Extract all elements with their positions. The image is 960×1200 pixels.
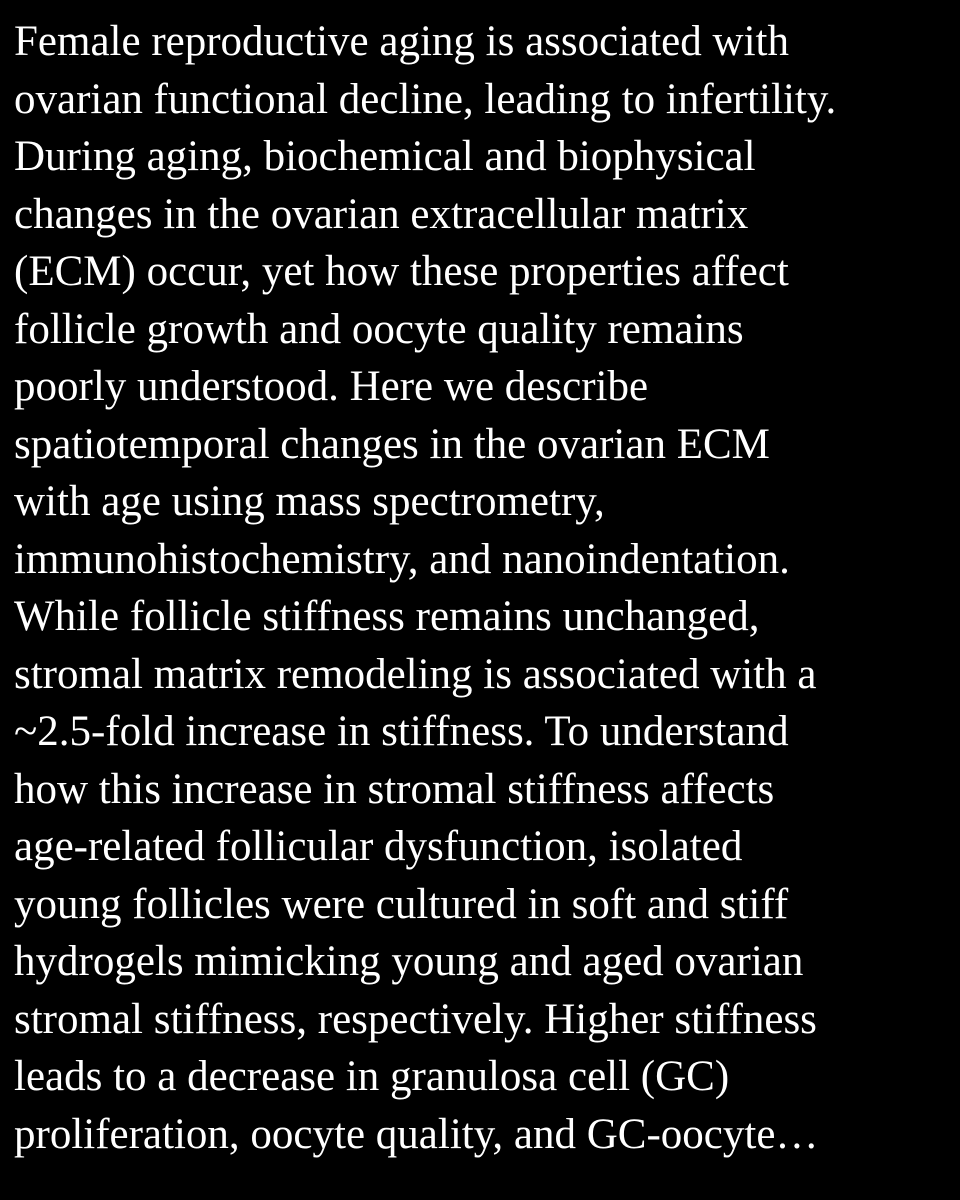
text-line: During aging, biochemical and biophysical bbox=[14, 133, 756, 180]
text-line: follicle growth and oocyte quality remains bbox=[14, 305, 744, 353]
text-line: ovarian functional decline, leading to infertility. bbox=[14, 75, 837, 123]
text-line: ~2.5-fold increase in stiffness. To understand bbox=[14, 708, 789, 755]
text-line: Female reproductive aging is associated with bbox=[14, 18, 789, 65]
text-line: proliferation, oocyte quality, and GC-oocyte… bbox=[14, 1110, 819, 1158]
text-line: age-related follicular dysfunction, isolated bbox=[14, 823, 743, 870]
text-line: how this increase in stromal stiffness affects bbox=[14, 765, 775, 813]
text-line: immunohistochemistry, and nanoindentation. bbox=[14, 535, 790, 583]
text-line: stromal matrix remodeling is associated with a bbox=[14, 650, 817, 698]
text-line: poorly understood. Here we describe bbox=[14, 363, 649, 410]
text-line: with age using mass spectrometry, bbox=[14, 478, 605, 525]
text-line: (ECM) occur, yet how these properties affect bbox=[14, 248, 789, 295]
text-line: young follicles were cultured in soft and stiff bbox=[14, 880, 789, 928]
text-line: changes in the ovarian extracellular matrix bbox=[14, 190, 749, 238]
text-line: spatiotemporal changes in the ovarian ECM bbox=[14, 420, 770, 468]
text-line: leads to a decrease in granulosa cell (GC) bbox=[14, 1053, 730, 1100]
text-line: While follicle stiffness remains unchanged, bbox=[14, 593, 760, 640]
text-line: hydrogels mimicking young and aged ovarian bbox=[14, 938, 804, 985]
text-line: stromal stiffness, respectively. Higher stiffness bbox=[14, 995, 817, 1043]
